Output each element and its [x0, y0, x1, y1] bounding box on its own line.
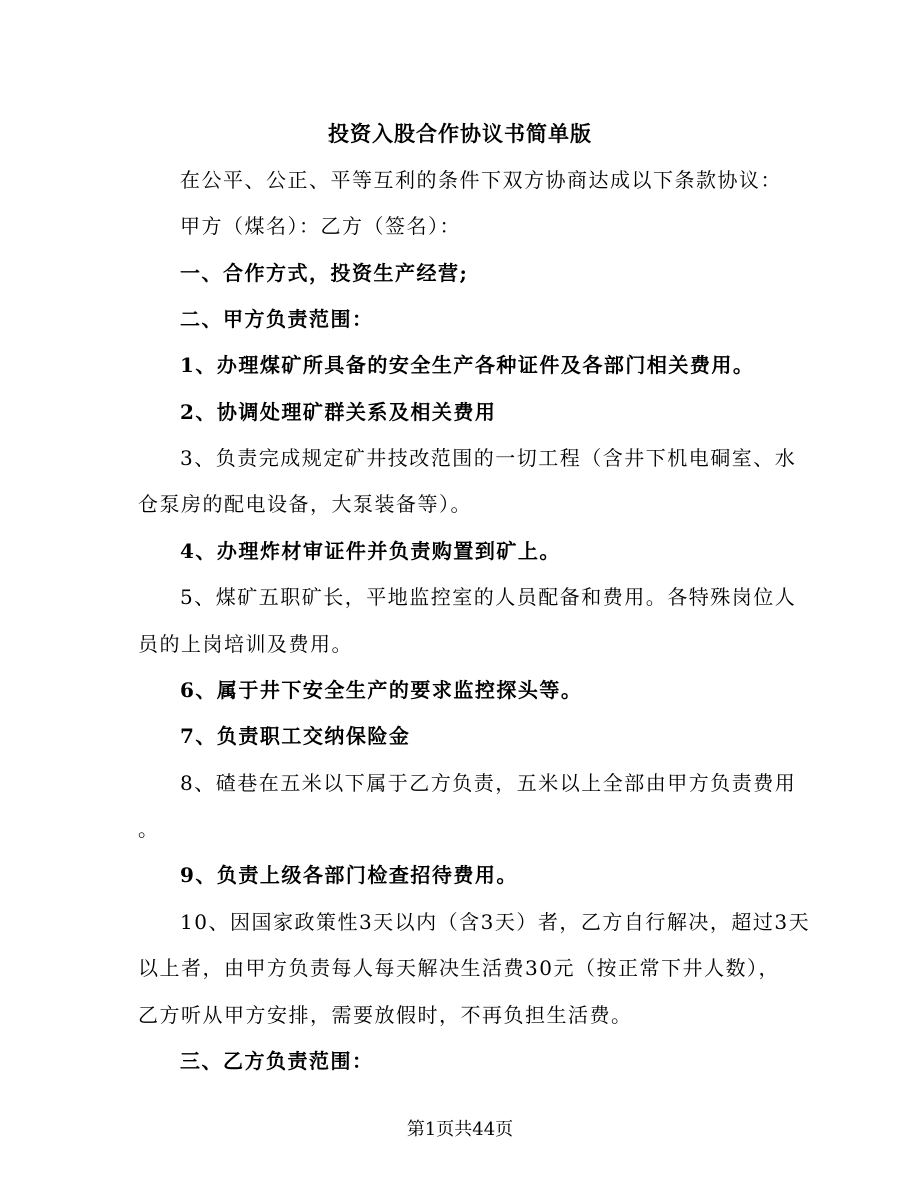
intro-paragraph: 在公平、公正、平等互利的条件下双方协商达成以下条款协议：	[180, 168, 782, 192]
clause-3-line-2: 仓泵房的配电设备，大泵装备等）。	[138, 492, 472, 516]
clause-5-line-1: 5、煤矿五职矿长，平地监控室的人员配备和费用。各特殊岗位人	[180, 585, 797, 609]
document-title: 投资入股合作协议书简单版	[328, 121, 592, 146]
clause-6: 6、属于井下安全生产的要求监控探头等。	[180, 678, 583, 702]
clause-9: 9、负责上级各部门检查招待费用。	[180, 863, 518, 887]
clause-1: 1、办理煤矿所具备的安全生产各种证件及各部门相关费用。	[180, 353, 755, 377]
clause-8-line-2: 。	[138, 817, 160, 841]
party-names-line: 甲方（煤名）：乙方（签名）：	[180, 214, 461, 238]
clause-2: 2、协调处理矿群关系及相关费用	[180, 400, 497, 424]
page-number: 第1页共44页	[406, 1119, 514, 1140]
clause-10-line-1: 10、因国家政策性3天以内（含3天）者，乙方自行解决，超过3天	[180, 910, 811, 934]
clause-5-line-2: 员的上岗培训及费用。	[138, 632, 353, 656]
clause-3-line-1: 3、负责完成规定矿井技改范围的一切工程（含井下机电硐室、水	[180, 446, 797, 470]
section-heading-1: 一、合作方式，投资生产经营;	[180, 261, 469, 285]
clause-8-line-1: 8、碴巷在五米以下属于乙方负责，五米以上全部由甲方负责费用	[180, 771, 797, 795]
clause-7: 7、负责职工交纳保险金	[180, 724, 411, 748]
section-heading-2: 二、甲方负责范围：	[180, 307, 374, 331]
section-heading-3: 三、乙方负责范围：	[180, 1049, 374, 1073]
clause-10-line-3: 乙方听从甲方安排，需要放假时，不再负担生活费。	[138, 1003, 633, 1027]
clause-10-line-2: 以上者，由甲方负责每人每天解决生活费30元（按正常下井人数），	[138, 956, 780, 980]
clause-4: 4、办理炸材审证件并负责购置到矿上。	[180, 539, 561, 563]
